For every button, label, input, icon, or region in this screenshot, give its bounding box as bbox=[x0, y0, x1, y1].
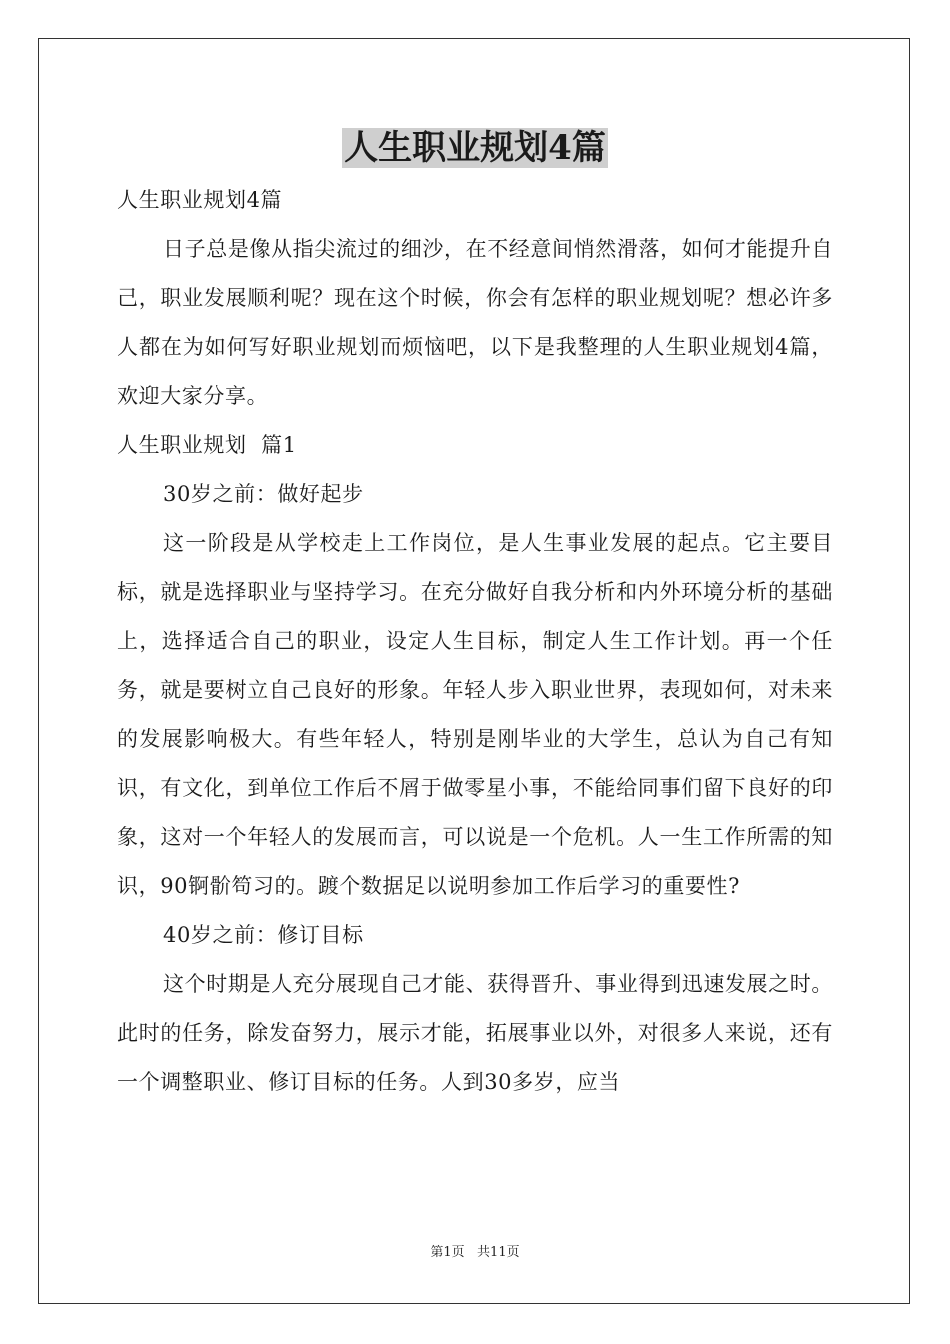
document-body bbox=[117, 176, 833, 1107]
intro-paragraph: 日子总是像从指尖流过的细沙，在不经意间悄然滑落，如何才能提升自己，职业发展顺利呢？现在这个时候，你会有怎样的职业规划呢？想必许多人都在为如何写好职业规划而烦恼吧，以下是我整理的人生职业规划4篇，欢迎大家分享。 bbox=[117, 237, 833, 408]
stage2-heading: 40岁之前：修订目标 bbox=[163, 923, 364, 947]
document-title bbox=[0, 125, 950, 171]
document-title-text: 人生职业规划4篇 bbox=[344, 128, 606, 168]
page-footer: 第1页 共11页 bbox=[430, 1245, 520, 1260]
document-subtitle: 人生职业规划4篇 bbox=[117, 188, 283, 212]
stage1-heading: 30岁之前：做好起步 bbox=[163, 482, 364, 506]
stage2-paragraph: 这个时期是人充分展现自己才能、获得晋升、事业得到迅速发展之时。此时的任务，除发奋努力，展示才能，拓展事业以外，对很多人来说，还有一个调整职业、修订目标的任务。人到30多岁，应当 bbox=[117, 972, 833, 1094]
section-heading: 人生职业规划 篇1 bbox=[117, 433, 297, 457]
stage1-paragraph: 这一阶段是从学校走上工作岗位，是人生事业发展的起点。它主要目标，就是选择职业与坚持学习。在充分做好自我分析和内外环境分析的基础上，选择适合自己的职业，设定人生目标，制定人生工作计划。再一个任务，就是要树立自己良好的形象。年轻人步入职业世界，表现如何，对未来的发展影响极大。有些年轻人，特别是刚毕业的大学生，总认为自己有知识，有文化，到单位工作后不屑于做零星小事，不能给同事们留下良好的印象，这对一个年轻人的发展而言，可以说是一个危机。人一生工作所需的知识，90锕骱笱习的。踱个数据足以说明参加工作后学习的重要性? bbox=[117, 531, 833, 898]
